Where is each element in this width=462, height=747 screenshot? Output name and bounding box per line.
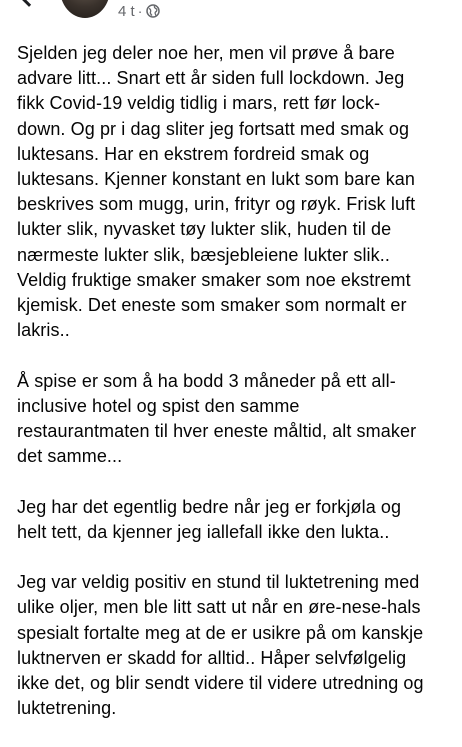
post-paragraph: Sjelden jeg deler noe her, men vil prøve å bare advare litt... Snart ett år siden full lockdown. Jeg fikk Covid-19 veldig tidlig i mars, rett før lock- down. Og pr i dag sliter jeg fortsatt med smak og luktesans. Har en ekstrem fordreid smak og luktesans. Kjenner konstant en lukt som bare kan beskrives som mugg, urin, frityr og røyk. Frisk luft lukter slik, nyvasket tøy lukter slik, huden til de nærmeste lukter slik, bæsjebleiene lukter slik.. Veldig fruktige smaker smaker som noe ekstremt kjemisk. Det eneste som smaker som normalt er lakris.. bbox=[17, 43, 416, 341]
globe-icon bbox=[146, 4, 160, 18]
post-meta bbox=[118, 1, 160, 21]
post-paragraph: Å spise er som å ha bodd 3 måneder på ett all- inclusive hotel og spist den samme restaurantmaten til hver eneste måltid, alt smaker det samme... bbox=[17, 370, 417, 467]
back-chevron-icon[interactable] bbox=[19, 0, 39, 7]
post-paragraph: Jeg har det egentlig bedre når jeg er forkjøla og helt tett, da kjenner jeg iallefall ikke den lukta.. bbox=[17, 496, 402, 542]
post-body bbox=[17, 41, 453, 747]
post-paragraph: Jeg var veldig positiv en stund til luktetrening med ulike oljer, men ble litt satt ut når en øre-nese-hals spesialt fortalte meg at de er usikre på om kanskje luktnerven er skadd for alltid.. Håper selvfølgelig ikke det, og blir sendt videre til videre utredning og luktetrening. bbox=[17, 572, 424, 719]
avatar[interactable] bbox=[60, 0, 110, 18]
post-header bbox=[0, 0, 462, 26]
meta-separator: · bbox=[137, 3, 143, 19]
post-timestamp[interactable]: 4 t bbox=[118, 2, 135, 20]
